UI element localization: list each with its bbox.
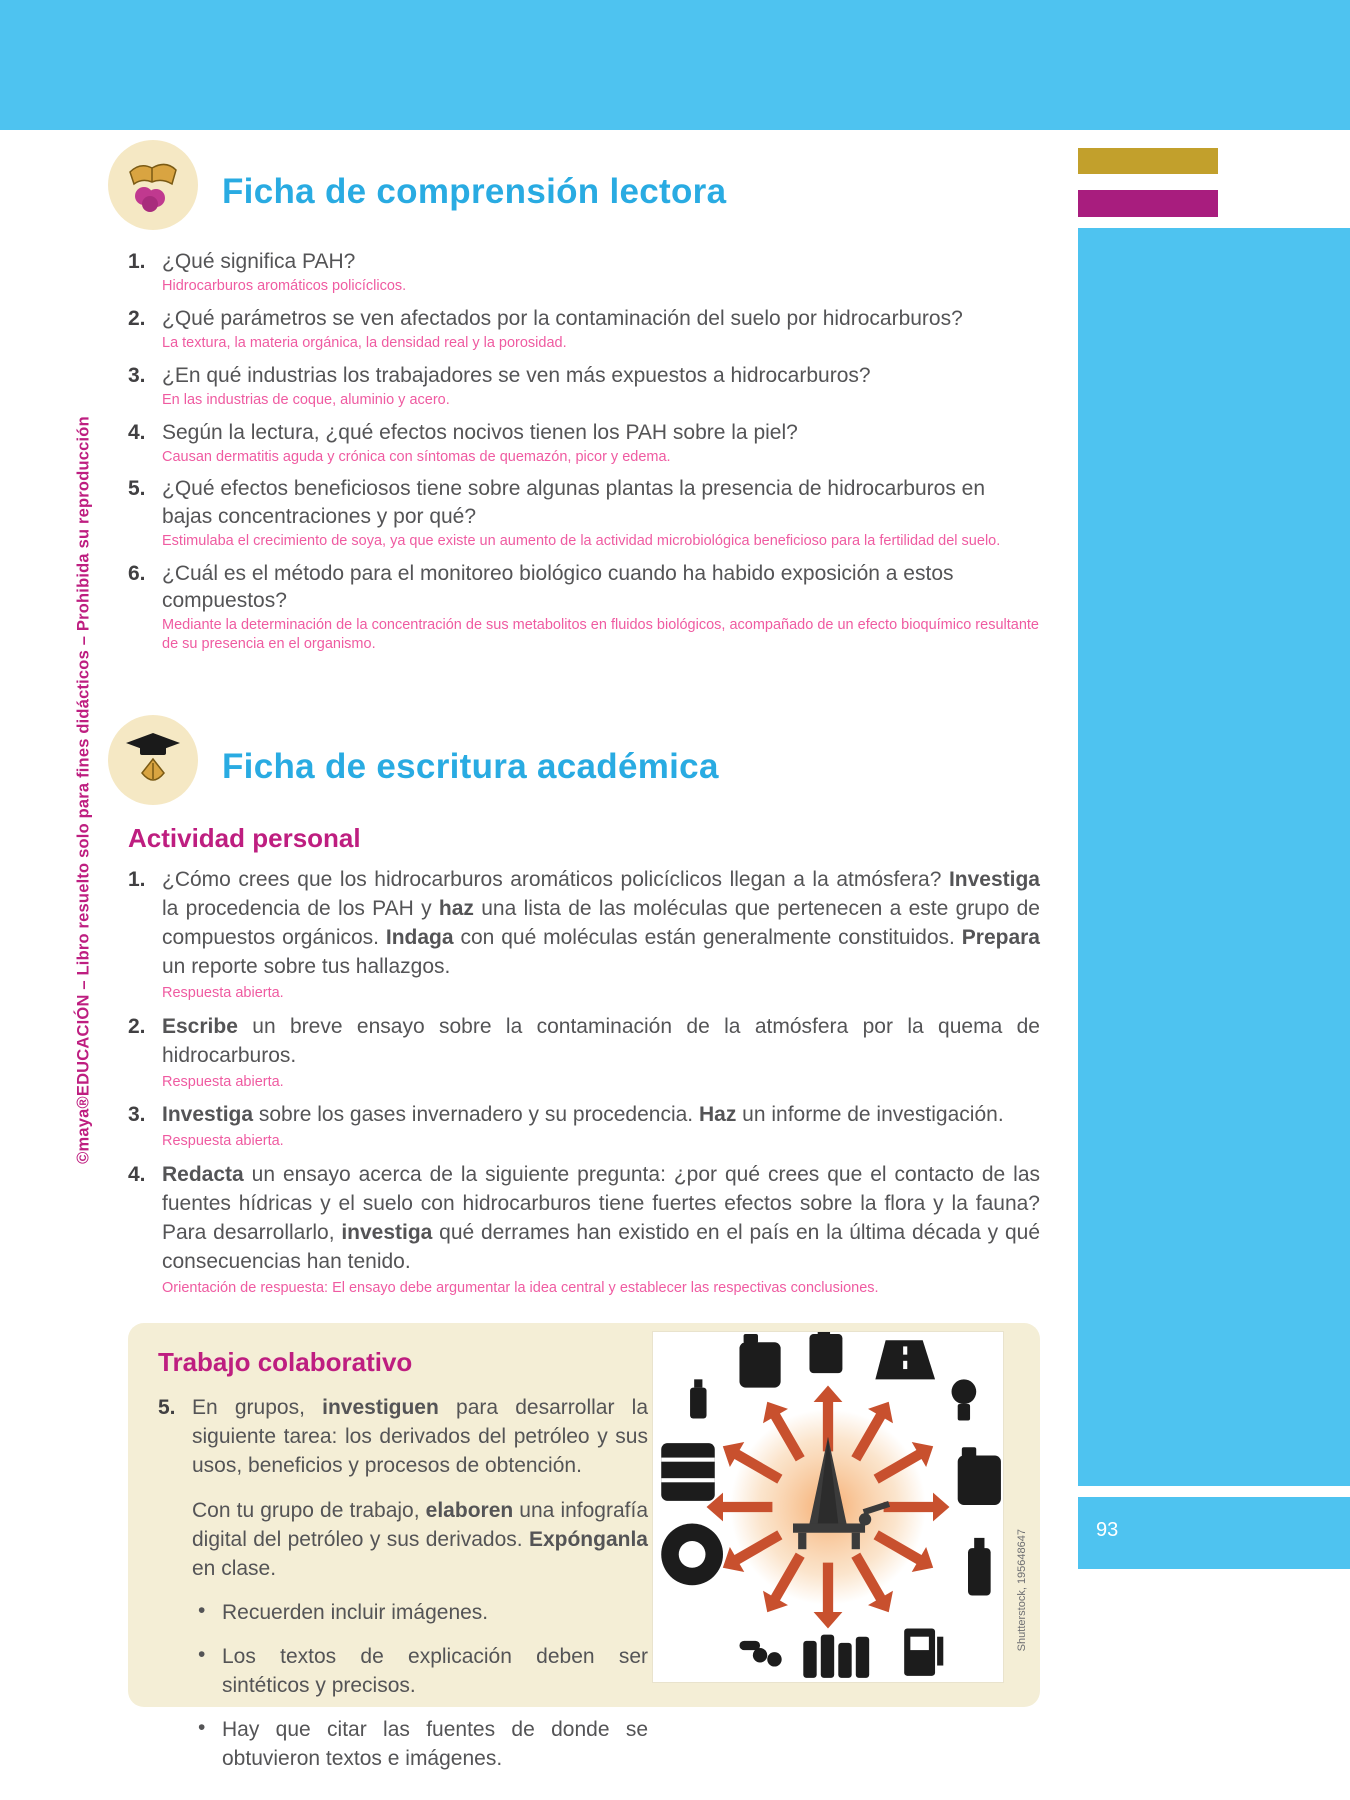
question-text: ¿Qué efectos beneficiosos tiene sobre algunas plantas la presencia de hidrocarburos en bajas concentraciones y por qué? xyxy=(162,477,986,528)
item-text: Investiga sobre los gases invernadero y su procedencia. Haz un informe de investigación. xyxy=(162,1103,1004,1127)
question-item xyxy=(128,248,1040,296)
reading-question-list xyxy=(128,248,1040,653)
writing-item xyxy=(128,866,1040,1002)
item-text: Escribe un breve ensayo sobre la contaminación de la atmósfera por la quema de hidrocarburos. xyxy=(162,1014,1040,1067)
collab-heading: Trabajo colaborativo xyxy=(158,1347,413,1378)
writing-item xyxy=(128,1101,1040,1151)
bullet-dot: • xyxy=(198,1598,206,1622)
bullet-item xyxy=(192,1716,648,1774)
collab-item-text: En grupos, investiguen para desarrollar la siguiente tarea: los derivados del petróleo y sus usos, beneficios y procesos de obtención. xyxy=(192,1396,648,1477)
personal-activity-heading: Actividad personal xyxy=(128,823,361,854)
graduation-pen-icon xyxy=(122,729,184,791)
writing-icon xyxy=(108,715,198,805)
item-number: 3. xyxy=(128,1103,146,1127)
question-number: 2. xyxy=(128,306,146,330)
bullet-dot: • xyxy=(198,1642,206,1666)
item-number: 2. xyxy=(128,1014,146,1038)
question-text: ¿En qué industrias los trabajadores se ven más expuestos a hidrocarburos? xyxy=(162,363,871,387)
item-number: 4. xyxy=(128,1162,146,1186)
bullet-item xyxy=(192,1643,648,1701)
right-magenta-bar xyxy=(1078,190,1218,217)
page-number: 93 xyxy=(1096,1519,1119,1541)
question-item xyxy=(128,305,1040,353)
answer-text: En las industrias de coque, aluminio y acero. xyxy=(162,391,450,408)
writing-title: Ficha de escritura académica xyxy=(222,747,719,787)
item-number: 5. xyxy=(158,1396,176,1420)
reading-title: Ficha de comprensión lectora xyxy=(222,172,727,211)
bullet-item xyxy=(192,1599,648,1628)
bullet-text: Hay que citar las fuentes de donde se obtuvieron textos e imágenes. xyxy=(222,1717,648,1770)
answer-text: Estimulaba el crecimiento de soya, ya que existe un aumento de la actividad microbiológica beneficioso para la fertilidad del suelo. xyxy=(162,532,1001,549)
item-answer: Respuesta abierta. xyxy=(162,1073,284,1090)
writing-item xyxy=(128,1013,1040,1091)
reading-icon xyxy=(108,140,198,230)
item-answer: Respuesta abierta. xyxy=(162,1133,284,1150)
question-number: 5. xyxy=(128,477,146,501)
right-cyan-band xyxy=(1078,228,1350,1486)
writing-section xyxy=(128,715,1041,1770)
answer-text: Hidrocarburos aromáticos policíclicos. xyxy=(162,278,407,295)
answer-text: Mediante la determinación de la concentración de sus metabolitos en fluidos biológicos, acompañado de un efecto bioquímico resultante de su presencia en el organismo. xyxy=(162,617,1039,652)
question-number: 6. xyxy=(128,561,146,585)
answer-text: Causan dermatitis aguda y crónica con síntomas de quemazón, picor y edema. xyxy=(162,448,671,465)
item-number: 1. xyxy=(128,868,146,892)
oil-derivatives-illustration xyxy=(653,1332,1003,1682)
question-number: 1. xyxy=(128,250,146,273)
question-item xyxy=(128,419,1040,467)
question-item xyxy=(128,560,1040,654)
item-answer: Orientación de respuesta: El ensayo debe argumentar la idea central y establecer las respectivas conclusiones. xyxy=(162,1279,879,1296)
collaborative-work-box xyxy=(128,1323,1040,1770)
question-text: ¿Qué parámetros se ven afectados por la contaminación del suelo por hidrocarburos? xyxy=(162,306,963,330)
question-number: 4. xyxy=(128,420,146,444)
collab-paragraph: Con tu grupo de trabajo, elaboren una infografía digital del petróleo y sus derivados. Expónganla en clase. xyxy=(192,1498,649,1580)
book-brain-icon xyxy=(122,154,184,216)
bullet-text: Recuerden incluir imágenes. xyxy=(222,1600,489,1624)
bullet-dot: • xyxy=(198,1715,206,1739)
page-number-block xyxy=(1078,1497,1350,1569)
copyright-side-text: ©maya®EDUCACIÓN – Libro resuelto solo para fines didácticos – Prohibida su reproducción xyxy=(74,416,93,1164)
image-credit: Shutterstock, 195648647 xyxy=(1016,1528,1028,1652)
question-item xyxy=(128,475,1040,550)
right-gold-bar xyxy=(1078,148,1218,174)
item-answer: Respuesta abierta. xyxy=(162,985,284,1002)
writing-section-header xyxy=(128,715,1040,805)
writing-item xyxy=(128,1161,1040,1297)
question-text: Según la lectura, ¿qué efectos nocivos tienen los PAH sobre la piel? xyxy=(162,420,798,444)
petroleum-infographic xyxy=(652,1331,1004,1683)
answer-text: La textura, la materia orgánica, la densidad real y la porosidad. xyxy=(162,335,567,352)
main-content xyxy=(128,140,1041,1770)
question-number: 3. xyxy=(128,363,146,387)
item-text: ¿Cómo crees que los hidrocarburos aromáticos policíclicos llegan a la atmósfera? Investiga la procedencia de los PAH y haz una lista de las moléculas que pertenecen a este grupo de compuestos orgánicos. Indaga con qué moléculas están generalmente constituidos. Prepara un reporte sobre tus hallazgos. xyxy=(162,868,1040,979)
top-cyan-band xyxy=(0,0,1350,130)
question-text: ¿Qué significa PAH? xyxy=(162,250,356,273)
question-item xyxy=(128,362,1040,410)
item-text: Redacta un ensayo acerca de la siguiente pregunta: ¿por qué crees que el contacto de las fuentes hídricas y el suelo con hidrocarburos tiene fuertes efectos sobre la flora y la fauna? Para desarrollarlo, investiga qué derrames han existido en el país en la última década y qué consecuencias han tenido. xyxy=(162,1162,1041,1273)
bullet-text: Los textos de explicación deben ser sintéticos y precisos. xyxy=(222,1644,648,1697)
question-text: ¿Cuál es el método para el monitoreo biológico cuando ha habido exposición a estos compuestos? xyxy=(162,561,954,612)
collab-item xyxy=(158,1394,648,1481)
reading-section-header xyxy=(128,140,1040,230)
